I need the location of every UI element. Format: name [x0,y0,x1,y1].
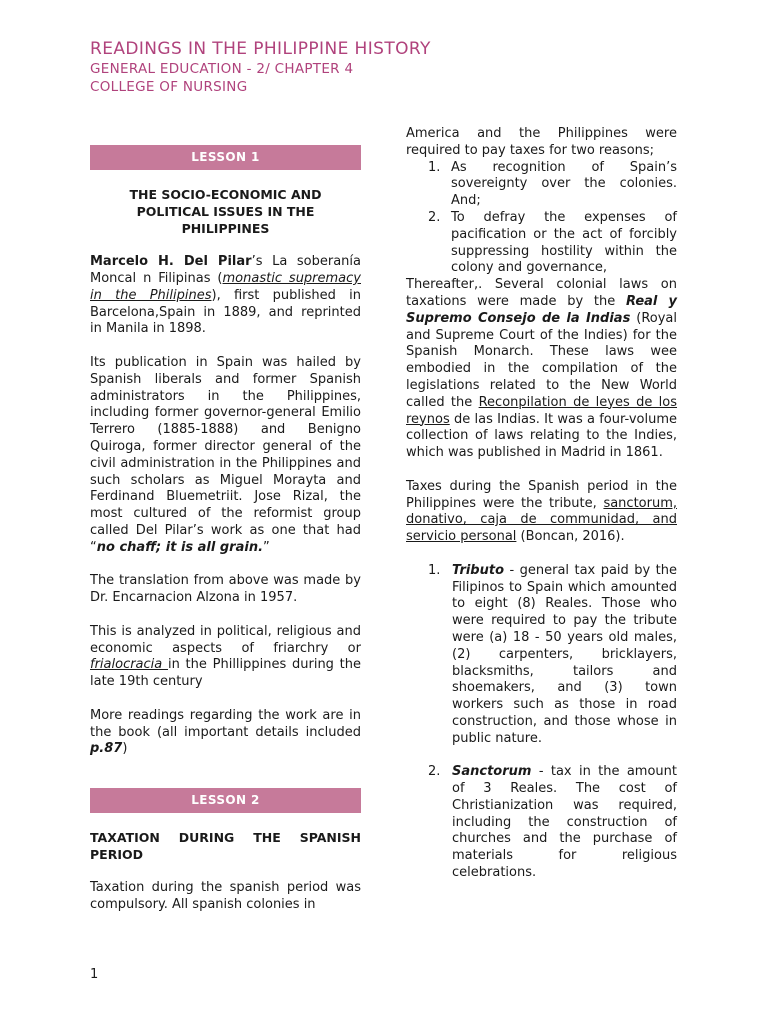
text: Its publication in Spain was hailed by Spanish liberals and former Spanish administrators in the Philippines, including former governor-general Emilio Terrero (1885-1888) and Benigno Quiroga, former director general of the civil administration in the Philippines and such scholars as Miguel Morayta and Ferdinand Bluemetriit. Jose Rizal, the most cultured of the reformist group called Del Pilar’s work as one that had “ [90,354,361,555]
rizal-quote: no chaff; it is all grain. [96,539,264,555]
text: ) [122,741,128,757]
paragraph [90,254,361,338]
recopilacion-link[interactable]: Reconpilation de leyes de los reynos [406,394,678,427]
list-item [406,160,677,210]
document-title: READINGS IN THE PHILIPPINE HISTORY [90,39,431,59]
paragraph [90,708,361,758]
lesson-1-bar: LESSON 1 [90,145,361,170]
list-item [406,563,677,748]
page-header [90,38,431,96]
paragraph: America and the Philippines were required to pay taxes for two reasons; [406,126,677,158]
list-number: 2. [428,764,441,780]
lesson-1-title-line: POLITICAL ISSUES IN THE [136,203,315,219]
list-text: - tax in the amount of 3 Reales. The cost of Christianization was required, including the construction of churches and the purchase of materials for religious celebrations. [452,764,677,881]
paragraph [406,277,677,462]
text: This is analyzed in political, religious and economic aspects of friarchry or [90,623,361,656]
text: (Boncan, 2016). [516,529,625,545]
document-subtitle: GENERAL EDUCATION - 2/ CHAPTER 4 [90,61,354,77]
left-column [90,126,361,914]
text: Thereafter,. Several colonial laws on taxations were made by the [406,277,677,309]
text: More readings regarding the work are in the book (all important details included [90,707,361,740]
text: in the Phillippines during the late 19th century [90,657,361,690]
paragraph: Taxation during the spanish period was compulsory. All spanish colonies in [90,880,361,913]
lesson-1-title-line: THE SOCIO-ECONOMIC AND [129,187,322,202]
lesson-2-title: TAXATION DURING THE SPANISH PERIOD [90,830,361,862]
lesson-1-title [90,187,361,237]
frialocracia-link[interactable]: frialocracia [90,657,168,673]
text: Taxes during the Spanish period in the Philippines were the tribute, [406,478,677,511]
taxes-link[interactable]: sanctorum, donativo, caja de communidad, and servicio personal [406,495,677,545]
document-department: COLLEGE OF NURSING [90,79,248,95]
court-name: Real y Supremo Consejo de la Indias [406,293,677,326]
list-number: 1. [428,159,441,175]
book-link[interactable]: monastic supremacy in the Philipines [90,270,361,303]
lesson-1-title-line: PHILIPPINES [181,220,270,236]
lesson-2-bar: LESSON 2 [90,788,361,813]
tax-name: Sanctorum [452,764,532,780]
list-number: 1. [428,562,441,578]
tax-name: Tributo [452,562,505,578]
taxes-list [406,563,677,748]
list-text: - general tax paid by the Filipinos to Spain which amounted to eight (8) Reales. Those who were required to pay the tribute were (a) 18 - 50 years old males, (2) carpenters, bricklayers, blacksmiths, tailors and shoemakers, and (3) town workers such as those in road construction, and those whose in public nature. [452,562,677,746]
text: ), first published in Barcelona,Spain in 1889, and reprinted in Manila in 1898. [90,287,361,337]
text: ’s La soberanía Moncal n Filipinas ( [90,254,362,286]
taxes-list [406,764,677,882]
text: ” [263,539,270,555]
paragraph: The translation from above was made by Dr. Encarnacion Alzona in 1957. [90,573,361,606]
page-reference: p.87 [90,741,123,757]
right-column [406,126,677,882]
paragraph [406,479,677,546]
text: de las Indias. It was a four-volume collection of laws relating to the Indies, which was published in Madrid in 1861. [406,411,677,461]
reasons-list [406,160,677,278]
text: (Royal and Supreme Court of the Indies) for the Spanish Monarch. These laws wee embodied in the compilation of the legislations related to the New World called the [406,310,677,410]
page-number: 1 [90,967,99,982]
list-text: To defray the expenses of pacification or the act of forcibly suppressing hostility within the colony and governance, [451,209,677,276]
list-number: 2. [428,209,441,225]
paragraph [90,624,361,691]
list-item [406,210,677,277]
list-text: As recognition of Spain’s sovereignty over the colonies. And; [451,159,677,209]
author-name: Marcelo H. Del Pilar [90,254,252,270]
paragraph [90,355,361,557]
list-item [406,764,677,882]
